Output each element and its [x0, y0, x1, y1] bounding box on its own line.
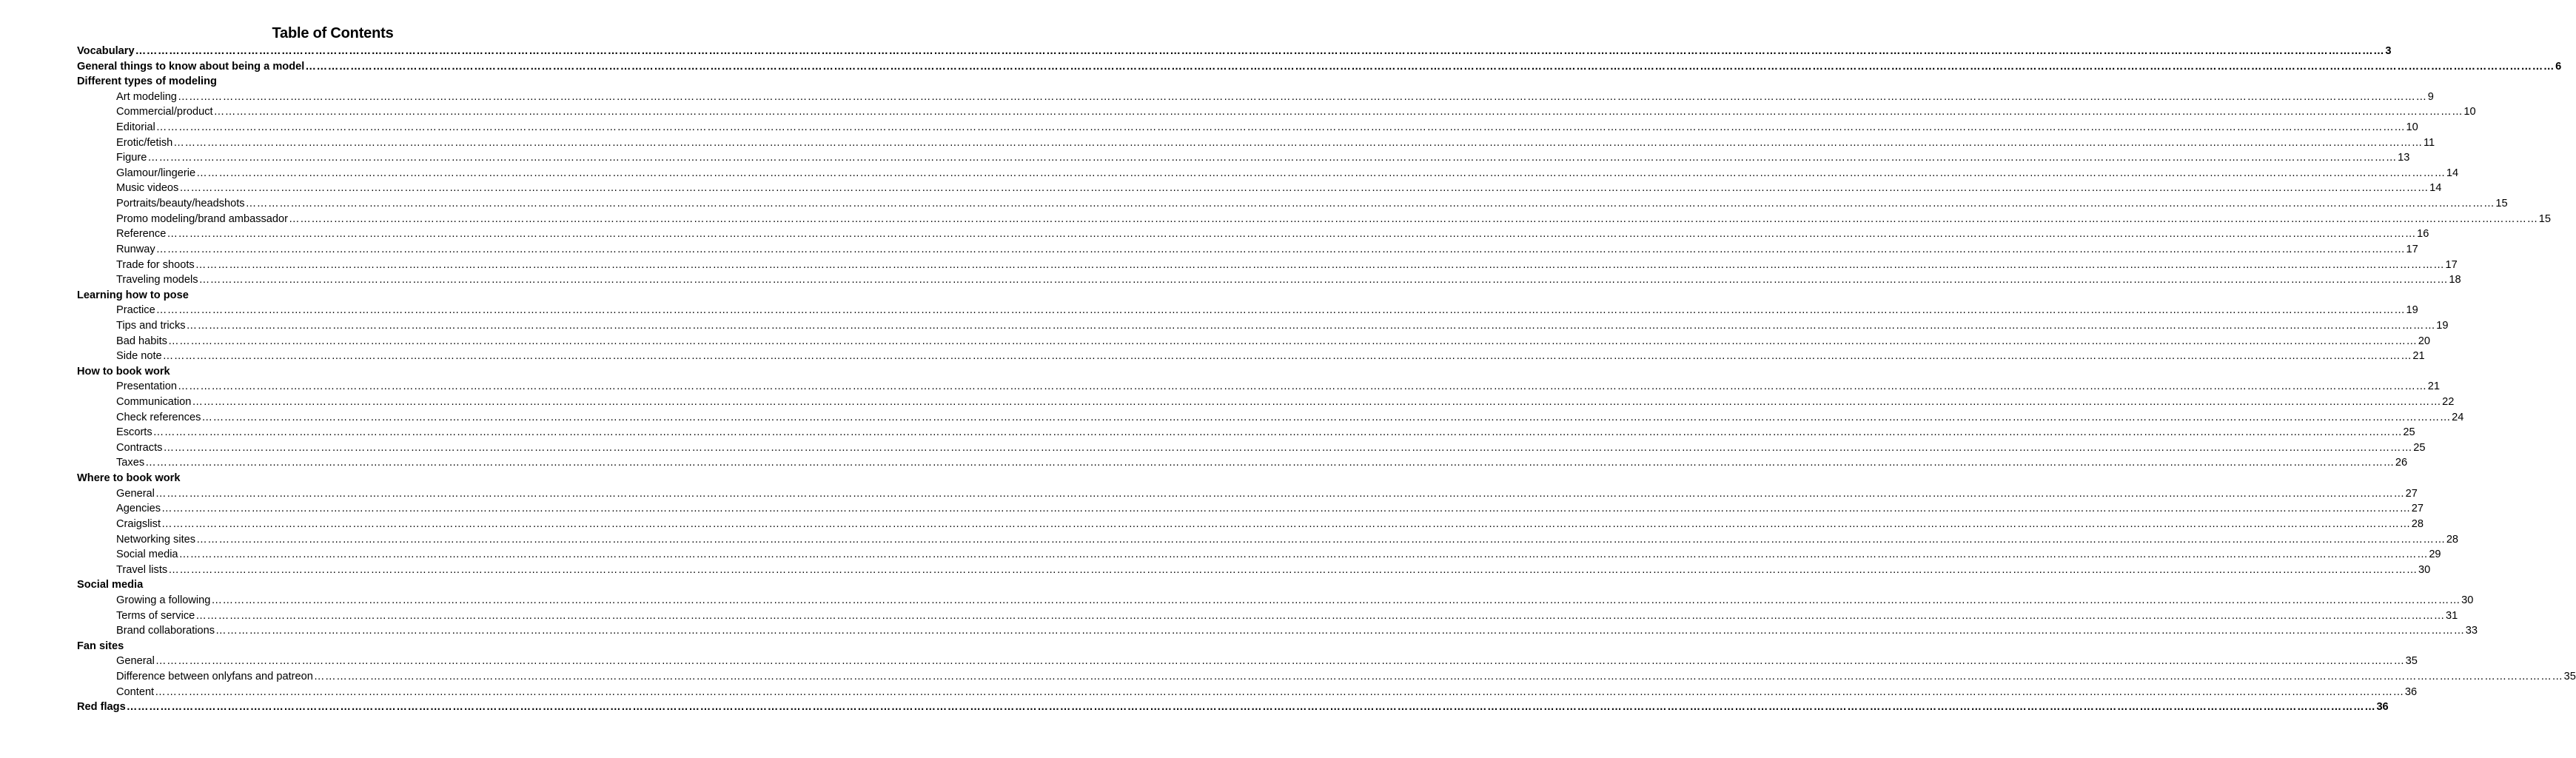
toc-entry-row: [0, 669, 2576, 685]
dot-leader: ……………………………………………………………………………………………………………………………………………………………………………………………………………………………………………………………………………………………………………………………………………………………………………………………………………………………………………………………………………………………………………………………………………………: [167, 228, 2417, 241]
dot-leader: ……………………………………………………………………………………………………………………………………………………………………………………………………………………………………………………………………………………………………………………………………………………………………………………………………………………………………………………………………………………………………………………………………………………: [245, 198, 2495, 210]
toc-entry-label: General: [116, 487, 155, 500]
dot-leader: ……………………………………………………………………………………………………………………………………………………………………………………………………………………………………………………………………………………………………………………………………………………………………………………………………………………………………………………………………………………………………………………………………………………: [195, 609, 2445, 622]
dot-leader: ……………………………………………………………………………………………………………………………………………………………………………………………………………………………………………………………………………………………………………………………………………………………………………………………………………………………………………………………………………………………………………………………………………………: [305, 60, 2555, 73]
dot-leader: ……………………………………………………………………………………………………………………………………………………………………………………………………………………………………………………………………………………………………………………………………………………………………………………………………………………………………………………………………………………………………………………………………………………: [155, 243, 2406, 255]
dot-leader: ……………………………………………………………………………………………………………………………………………………………………………………………………………………………………………………………………………………………………………………………………………………………………………………………………………………………………………………………………………………………………………………………………………………: [155, 121, 2406, 134]
dot-leader: ……………………………………………………………………………………………………………………………………………………………………………………………………………………………………………………………………………………………………………………………………………………………………………………………………………………………………………………………………………………………………………………………………………………: [152, 426, 2403, 439]
toc-section-heading: How to book work: [77, 365, 170, 378]
toc-entry-row: [0, 135, 2435, 151]
toc-page-number: 15: [2538, 212, 2551, 225]
toc-entry-label: Content: [116, 685, 155, 698]
dot-leader: ……………………………………………………………………………………………………………………………………………………………………………………………………………………………………………………………………………………………………………………………………………………………………………………………………………………………………………………………………………………………………………………………………………………: [215, 625, 2465, 637]
toc-page-number: 28: [2446, 533, 2459, 546]
toc-entry-label: Music videos: [116, 182, 179, 195]
toc-entry-row: [0, 150, 2410, 166]
toc-section-row: [0, 59, 2562, 75]
toc-page-number: 21: [2427, 380, 2440, 393]
dot-leader: ……………………………………………………………………………………………………………………………………………………………………………………………………………………………………………………………………………………………………………………………………………………………………………………………………………………………………………………………………………………………………………………………………………………: [155, 304, 2406, 317]
toc-entry-row: [0, 212, 2551, 227]
dot-leader: ……………………………………………………………………………………………………………………………………………………………………………………………………………………………………………………………………………………………………………………………………………………………………………………………………………………………………………………………………………………………………………………………………………………: [213, 106, 2463, 118]
toc-page-number: 19: [2436, 319, 2449, 332]
toc-entry-row: [0, 547, 2441, 563]
toc-section-heading: Where to book work: [77, 472, 181, 485]
toc-entry-label: General things to know about being a model: [77, 60, 305, 73]
toc-page-number: 24: [2452, 411, 2464, 423]
toc-section-row: [0, 74, 665, 90]
dot-leader: ……………………………………………………………………………………………………………………………………………………………………………………………………………………………………………………………………………………………………………………………………………………………………………………………………………………………………………………………………………………………………………………………………………………: [201, 411, 2452, 423]
toc-entry-label: Side note: [116, 350, 162, 363]
toc-page-number: 14: [2446, 167, 2459, 179]
toc-entry-label: Practice: [116, 304, 155, 317]
toc-entry-label: Figure: [116, 152, 147, 164]
toc-page-number: 22: [2442, 396, 2455, 409]
toc-page-number: 36: [2404, 685, 2418, 698]
dot-leader: ……………………………………………………………………………………………………………………………………………………………………………………………………………………………………………………………………………………………………………………………………………………………………………………………………………………………………………………………………………………………………………………………………………………: [192, 396, 2442, 409]
dot-leader: ……………………………………………………………………………………………………………………………………………………………………………………………………………………………………………………………………………………………………………………………………………………………………………………………………………………………………………………………………………………………………………………………………………………: [168, 563, 2418, 576]
toc-page-number: 16: [2417, 228, 2429, 241]
toc-page-number: 25: [2413, 441, 2426, 454]
toc-entry-row: [0, 258, 2458, 273]
toc-page-number: 35: [2563, 670, 2576, 682]
toc-page-number: 17: [2445, 258, 2458, 271]
toc-entry-row: [0, 486, 2418, 502]
dot-leader: ……………………………………………………………………………………………………………………………………………………………………………………………………………………………………………………………………………………………………………………………………………………………………………………………………………………………………………………………………………………………………………………………………………………: [126, 701, 2376, 714]
toc-section-heading: Social media: [77, 579, 144, 591]
toc-page-number: 26: [2395, 457, 2408, 469]
toc-page-number: 3: [2385, 45, 2392, 57]
page-title: Table of Contents: [272, 25, 394, 41]
toc-entry-label: Growing a following: [116, 594, 211, 606]
toc-entry-label: Reference: [116, 228, 167, 241]
dot-leader: ……………………………………………………………………………………………………………………………………………………………………………………………………………………………………………………………………………………………………………………………………………………………………………………………………………………………………………………………………………………………………………………………………………………: [195, 258, 2445, 271]
toc-entry-label: Erotic/fetish: [116, 136, 173, 149]
toc-page-number: 15: [2495, 198, 2508, 210]
toc-entry-row: [0, 517, 2424, 532]
toc-page-number: 35: [2405, 655, 2418, 668]
toc-entry-label: Taxes: [116, 457, 145, 469]
toc-entry-row: [0, 379, 2440, 395]
dot-leader: ……………………………………………………………………………………………………………………………………………………………………………………………………………………………………………………………………………………………………………………………………………………………………………………………………………………………………………………………………………………………………………………………………………………: [167, 335, 2418, 347]
toc-entry-row: [0, 685, 2418, 700]
dot-leader: ……………………………………………………………………………………………………………………………………………………………………………………………………………………………………………………………………………………………………………………………………………………………………………………………………………………………………………………………………………………………………………………………………………………: [135, 45, 2385, 57]
toc-entry-label: Traveling models: [116, 274, 198, 286]
toc-entry-row: [0, 501, 2424, 517]
toc-entry-row: [0, 440, 2426, 456]
toc-entry-row: [0, 272, 2461, 288]
toc-page-number: 33: [2465, 625, 2478, 637]
toc-entry-label: Promo modeling/brand ambassador: [116, 212, 289, 225]
toc-entry-row: [0, 425, 2415, 440]
toc-entry-label: Editorial: [116, 121, 155, 134]
toc-entry-row: [0, 395, 2455, 410]
toc-entry-row: [0, 623, 2478, 639]
toc-entry-row: [0, 608, 2458, 624]
toc-entry-label: Networking sites: [116, 533, 196, 546]
toc-page-number: 11: [2424, 136, 2435, 149]
toc-entry-row: [0, 181, 2442, 196]
toc-entry-label: Art modeling: [116, 90, 177, 103]
toc-page-number: 19: [2406, 304, 2418, 317]
dot-leader: ……………………………………………………………………………………………………………………………………………………………………………………………………………………………………………………………………………………………………………………………………………………………………………………………………………………………………………………………………………………………………………………………………………………: [198, 274, 2449, 286]
toc-entry-label: Communication: [116, 396, 192, 409]
toc-entry-label: Glamour/lingerie: [116, 167, 196, 179]
toc-entry-label: Portraits/beauty/headshots: [116, 198, 245, 210]
dot-leader: ……………………………………………………………………………………………………………………………………………………………………………………………………………………………………………………………………………………………………………………………………………………………………………………………………………………………………………………………………………………………………………………………………………………: [155, 685, 2404, 698]
dot-leader: ……………………………………………………………………………………………………………………………………………………………………………………………………………………………………………………………………………………………………………………………………………………………………………………………………………………………………………………………………………………………………………………………………………………: [173, 136, 2423, 149]
dot-leader: ……………………………………………………………………………………………………………………………………………………………………………………………………………………………………………………………………………………………………………………………………………………………………………………………………………………………………………………………………………………………………………………………………………………: [155, 487, 2405, 500]
toc-page-number: 27: [2411, 503, 2424, 515]
toc-entry-label: Brand collaborations: [116, 625, 215, 637]
toc-page-number: 28: [2411, 517, 2424, 530]
toc-entry-row: [0, 532, 2459, 548]
toc-entry-label: Escorts: [116, 426, 152, 439]
toc-page-number: 6: [2555, 60, 2562, 73]
toc-page-number: 13: [2398, 152, 2410, 164]
toc-entry-label: General: [116, 655, 155, 668]
toc-page-number: 18: [2449, 274, 2461, 286]
toc-page-number: 14: [2429, 182, 2442, 195]
toc-page-number: 17: [2406, 243, 2418, 255]
toc-section-row: [0, 364, 665, 380]
toc-entry-row: [0, 410, 2464, 426]
toc-entry-label: Check references: [116, 411, 201, 423]
toc-entry-row: [0, 120, 2418, 135]
toc-entry-label: Agencies: [116, 503, 161, 515]
toc-page-number: 27: [2405, 487, 2418, 500]
toc-entry-row: [0, 303, 2418, 318]
dot-leader: ……………………………………………………………………………………………………………………………………………………………………………………………………………………………………………………………………………………………………………………………………………………………………………………………………………………………………………………………………………………………………………………………………………………: [147, 152, 2398, 164]
toc-entry-row: [0, 196, 2508, 212]
dot-leader: ……………………………………………………………………………………………………………………………………………………………………………………………………………………………………………………………………………………………………………………………………………………………………………………………………………………………………………………………………………………………………………………………………………………: [196, 167, 2446, 179]
toc-entry-label: Terms of service: [116, 609, 195, 622]
toc-entry-row: [0, 227, 2429, 242]
toc-entry-row: [0, 242, 2418, 258]
toc-entry-label: Trade for shoots: [116, 258, 195, 271]
dot-leader: ……………………………………………………………………………………………………………………………………………………………………………………………………………………………………………………………………………………………………………………………………………………………………………………………………………………………………………………………………………………………………………………………………………………: [162, 350, 2412, 363]
toc-entry-label: Runway: [116, 243, 155, 255]
toc-section-row: [0, 577, 665, 593]
toc-entry-label: Difference between onlyfans and patreon: [116, 670, 313, 682]
toc-entry-row: [0, 104, 2476, 120]
toc-entry-row: [0, 318, 2449, 334]
dot-leader: ……………………………………………………………………………………………………………………………………………………………………………………………………………………………………………………………………………………………………………………………………………………………………………………………………………………………………………………………………………………………………………………………………………………: [186, 319, 2436, 332]
toc-page-number: 20: [2418, 335, 2430, 347]
toc-page-number: 10: [2406, 121, 2418, 134]
toc-section-row: [0, 44, 2392, 59]
toc-page-number: 30: [2461, 594, 2474, 606]
toc-section-heading: Learning how to pose: [77, 289, 189, 301]
toc-entry-row: [0, 563, 2431, 578]
dot-leader: ……………………………………………………………………………………………………………………………………………………………………………………………………………………………………………………………………………………………………………………………………………………………………………………………………………………………………………………………………………………………………………………………………………………: [161, 517, 2411, 530]
dot-leader: ……………………………………………………………………………………………………………………………………………………………………………………………………………………………………………………………………………………………………………………………………………………………………………………………………………………………………………………………………………………………………………………………………………………: [161, 503, 2411, 515]
dot-leader: ……………………………………………………………………………………………………………………………………………………………………………………………………………………………………………………………………………………………………………………………………………………………………………………………………………………………………………………………………………………………………………………………………………………: [177, 90, 2427, 103]
toc-section-heading: Different types of modeling: [77, 76, 217, 88]
toc-page-number: 25: [2403, 426, 2415, 439]
toc-entry-row: [0, 654, 2418, 669]
toc-page-number: 21: [2412, 350, 2425, 363]
toc-entry-label: Vocabulary: [77, 45, 135, 57]
toc-entry-row: [0, 334, 2430, 349]
dot-leader: ……………………………………………………………………………………………………………………………………………………………………………………………………………………………………………………………………………………………………………………………………………………………………………………………………………………………………………………………………………………………………………………………………………………: [155, 655, 2405, 668]
toc-page-number: 30: [2418, 563, 2431, 576]
dot-leader: ……………………………………………………………………………………………………………………………………………………………………………………………………………………………………………………………………………………………………………………………………………………………………………………………………………………………………………………………………………………………………………………………………………………: [196, 533, 2446, 546]
toc-entry-label: Social media: [116, 549, 178, 561]
toc-section-heading: Fan sites: [77, 640, 124, 652]
toc-section-row: [0, 471, 665, 486]
toc-page-number: 31: [2445, 609, 2458, 622]
toc-entry-label: Red flags: [77, 701, 126, 714]
toc-page-number: 36: [2376, 701, 2389, 714]
toc-section-row: [0, 288, 665, 303]
toc-entry-label: Tips and tricks: [116, 319, 186, 332]
toc-entry-label: Presentation: [116, 380, 177, 393]
toc-entry-label: Commercial/product: [116, 106, 213, 118]
table-of-contents: [0, 44, 2576, 715]
toc-entry-label: Contracts: [116, 441, 163, 454]
toc-entry-row: [0, 349, 2425, 364]
dot-leader: ……………………………………………………………………………………………………………………………………………………………………………………………………………………………………………………………………………………………………………………………………………………………………………………………………………………………………………………………………………………………………………………………………………………: [178, 549, 2429, 561]
toc-entry-row: [0, 166, 2459, 181]
toc-entry-row: [0, 593, 2474, 608]
toc-section-row: [0, 639, 665, 654]
toc-page-number: 10: [2463, 106, 2476, 118]
toc-entry-row: [0, 455, 2408, 471]
dot-leader: ……………………………………………………………………………………………………………………………………………………………………………………………………………………………………………………………………………………………………………………………………………………………………………………………………………………………………………………………………………………………………………………………………………………: [211, 594, 2461, 606]
dot-leader: ……………………………………………………………………………………………………………………………………………………………………………………………………………………………………………………………………………………………………………………………………………………………………………………………………………………………………………………………………………………………………………………………………………………: [177, 380, 2427, 393]
dot-leader: ……………………………………………………………………………………………………………………………………………………………………………………………………………………………………………………………………………………………………………………………………………………………………………………………………………………………………………………………………………………………………………………………………………………: [179, 182, 2429, 195]
dot-leader: ……………………………………………………………………………………………………………………………………………………………………………………………………………………………………………………………………………………………………………………………………………………………………………………………………………………………………………………………………………………………………………………………………………………: [145, 457, 2395, 469]
toc-section-row: [0, 700, 2389, 715]
dot-leader: ……………………………………………………………………………………………………………………………………………………………………………………………………………………………………………………………………………………………………………………………………………………………………………………………………………………………………………………………………………………………………………………………………………………: [289, 212, 2538, 225]
toc-page-number: 29: [2429, 549, 2441, 561]
toc-entry-row: [0, 90, 2434, 105]
dot-leader: ……………………………………………………………………………………………………………………………………………………………………………………………………………………………………………………………………………………………………………………………………………………………………………………………………………………………………………………………………………………………………………………………………………………: [313, 670, 2563, 682]
toc-entry-label: Bad habits: [116, 335, 167, 347]
dot-leader: ……………………………………………………………………………………………………………………………………………………………………………………………………………………………………………………………………………………………………………………………………………………………………………………………………………………………………………………………………………………………………………………………………………………: [163, 441, 2413, 454]
toc-entry-label: Craigslist: [116, 517, 161, 530]
toc-entry-label: Travel lists: [116, 563, 168, 576]
toc-page-number: 9: [2427, 90, 2434, 103]
